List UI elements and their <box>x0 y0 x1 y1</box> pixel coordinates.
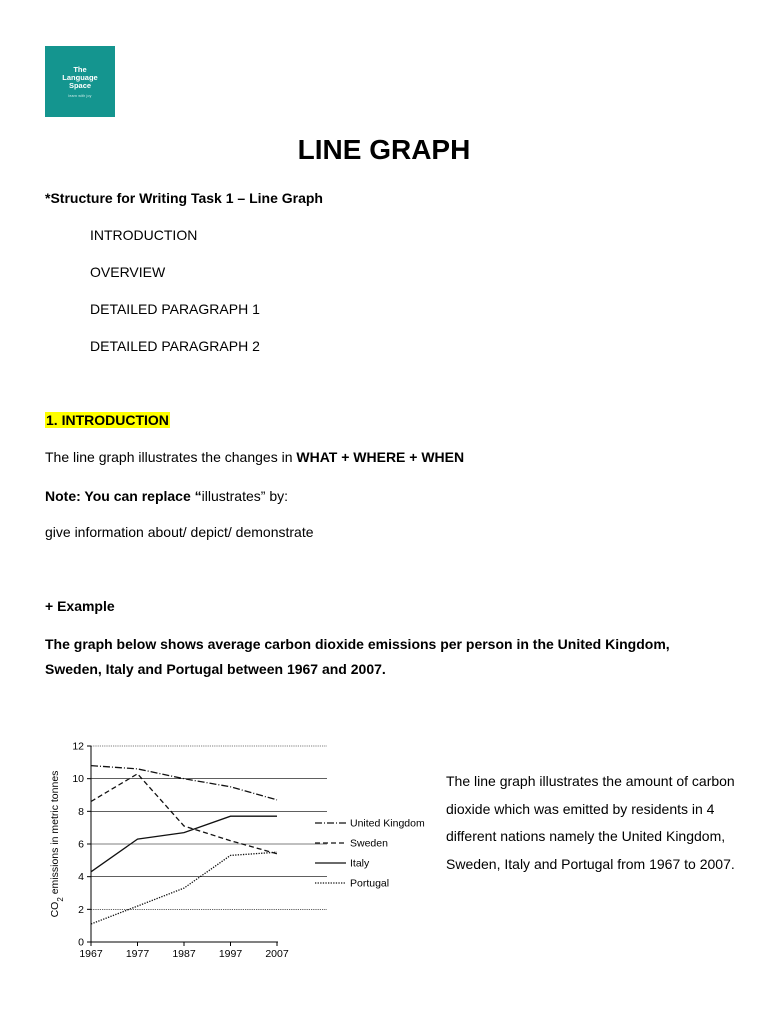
alternatives-line: give information about/ depict/ demonstrate <box>45 524 314 540</box>
note-rest: illustrates” by: <box>201 488 288 504</box>
logo-line-1: The <box>73 64 87 74</box>
legend-label-united-kingdom: United Kingdom <box>350 817 425 830</box>
introduction-line-text: The line graph illustrates the changes in <box>45 449 297 465</box>
y-tick-label: 2 <box>78 903 84 916</box>
series-line-portugal <box>91 852 277 924</box>
series-line-sweden <box>91 774 277 854</box>
legend-label-portugal: Portugal <box>350 877 390 890</box>
series-line-united-kingdom <box>91 766 277 800</box>
example-answer: The line graph illustrates the amount of carbon dioxide which was emitted by residents in 4 different nations namely the United Kingdom, Sweden, Italy and Portugal from 1967 to 2007. <box>446 773 735 872</box>
y-tick-label: 0 <box>78 936 84 949</box>
y-tick-label: 10 <box>72 773 84 786</box>
brand-logo <box>45 46 115 117</box>
structure-item: DETAILED PARAGRAPH 2 <box>90 338 260 354</box>
logo-line-2: Language <box>62 72 98 82</box>
introduction-heading-highlight: 1. INTRODUCTION <box>46 412 169 428</box>
example-task-line: Sweden, Italy and Portugal between 1967 and 2007. <box>45 661 386 677</box>
example-heading: + Example <box>45 598 115 614</box>
chart-grid <box>91 746 327 909</box>
example-task-line: The graph below shows average carbon dioxide emissions per person in the United Kingdom, <box>45 636 670 652</box>
co2-line-chart <box>45 735 440 965</box>
page-title: LINE GRAPH <box>297 134 471 165</box>
introduction-line <box>45 448 464 466</box>
structure-item: OVERVIEW <box>90 264 166 280</box>
legend-label-italy: Italy <box>350 857 370 870</box>
note-line <box>45 487 288 505</box>
y-tick-label: 4 <box>78 871 84 884</box>
introduction-line-bold: WHAT + WHERE + WHEN <box>296 449 465 465</box>
legend-label-sweden: Sweden <box>350 837 388 850</box>
logo-line-3: Space <box>68 80 92 90</box>
introduction-heading <box>45 411 170 429</box>
y-tick-label: 6 <box>78 838 84 851</box>
structure-heading: *Structure for Writing Task 1 – Line Graph <box>45 190 323 206</box>
x-tick-label: 1997 <box>218 948 243 960</box>
structure-item: DETAILED PARAGRAPH 1 <box>90 301 260 317</box>
y-axis-label: $CO_2$ emissions in metric tonnes <box>49 770 65 918</box>
x-tick-label: 1977 <box>125 948 150 960</box>
y-tick-label: 8 <box>78 805 84 818</box>
note-bold: Note: You can replace “ <box>45 488 202 504</box>
x-tick-label: 2007 <box>265 948 289 960</box>
y-axis-ticks <box>72 741 91 949</box>
y-tick-label: 12 <box>72 740 84 753</box>
logo-tagline: learn with joy <box>68 93 92 98</box>
chart-legend <box>315 818 425 890</box>
x-tick-label: 1967 <box>79 948 103 960</box>
structure-item: INTRODUCTION <box>90 227 198 243</box>
x-axis-ticks <box>79 942 289 960</box>
chart-series <box>91 766 277 924</box>
x-tick-label: 1987 <box>172 948 196 960</box>
